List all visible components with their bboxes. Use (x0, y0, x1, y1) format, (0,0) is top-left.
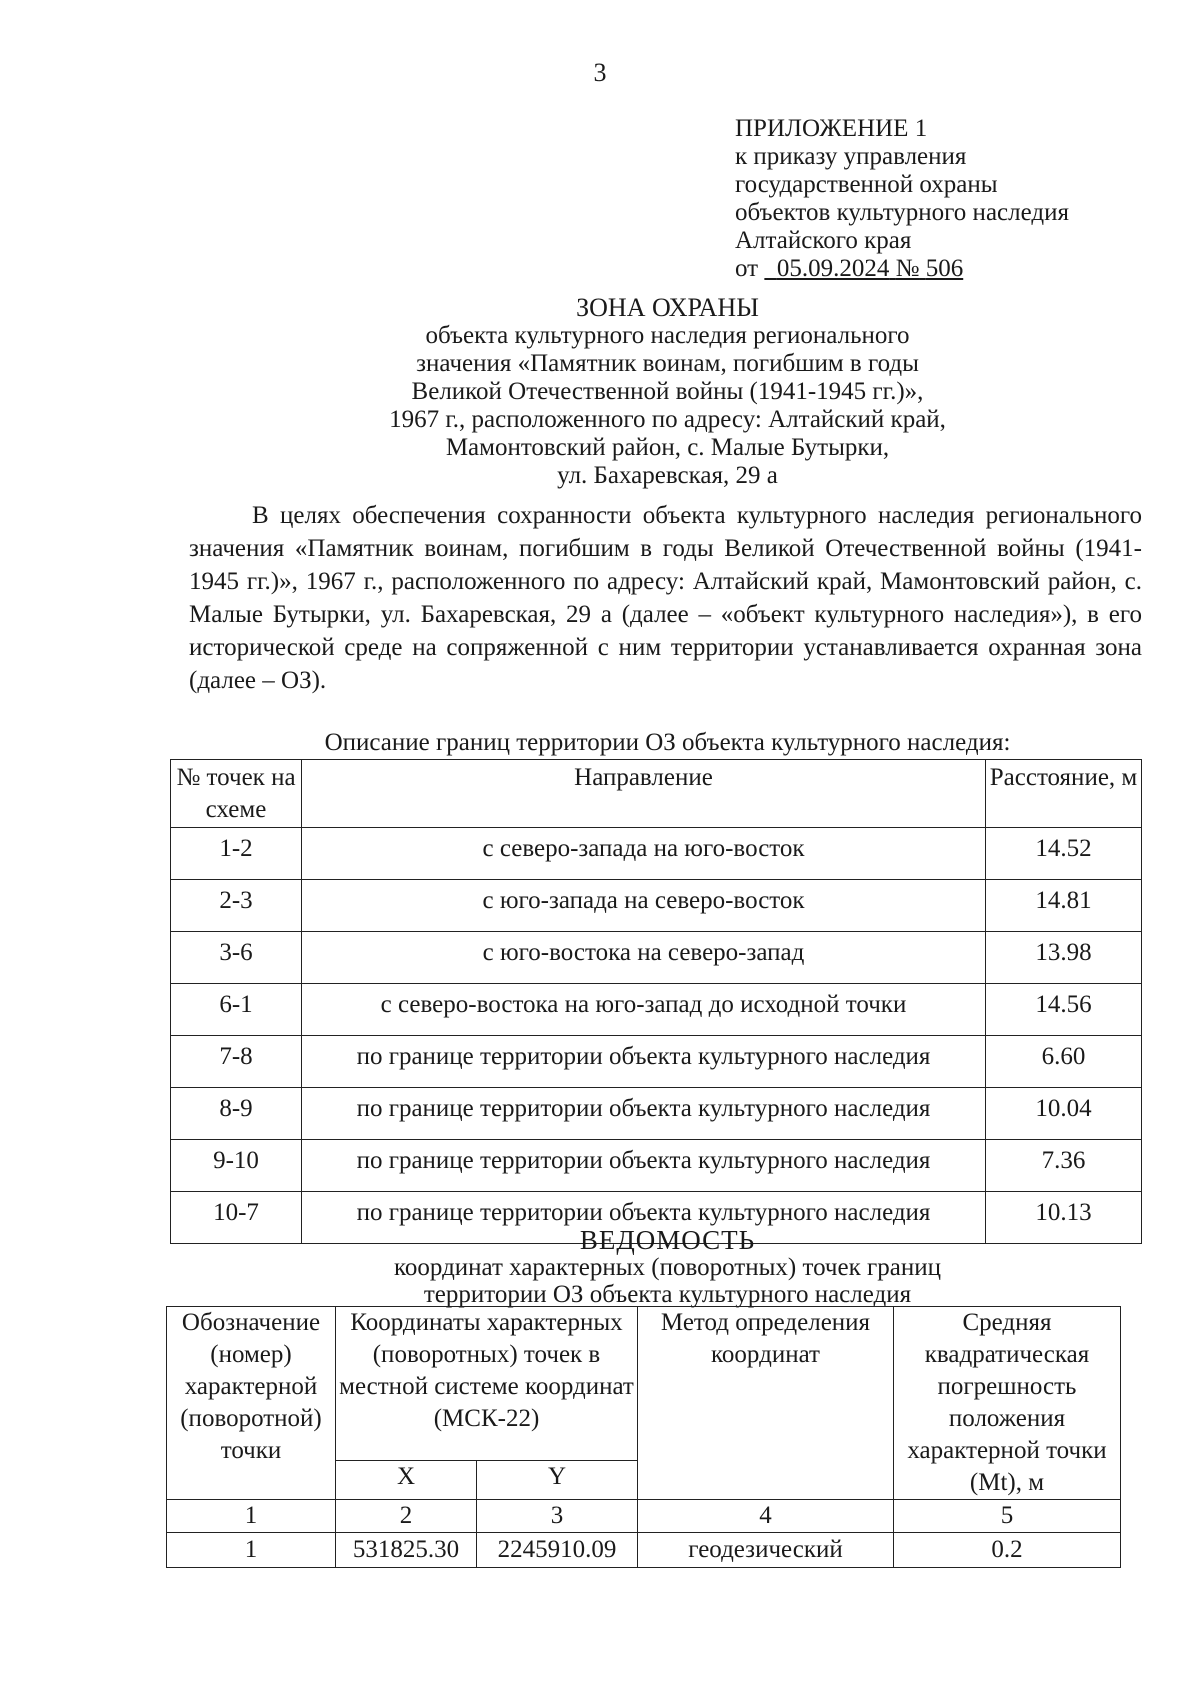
cell-direction: по границе территории объекта культурного наследия (302, 1036, 986, 1088)
appendix-line: к приказу управления (735, 143, 967, 170)
intro-paragraph-block (189, 499, 1142, 697)
table-row (171, 828, 1142, 880)
appendix-line: Алтайского края (735, 227, 912, 254)
boundary-table-caption: Описание границ территории ОЗ объекта культурного наследия: (324, 729, 1011, 756)
cell-points: 7-8 (171, 1036, 302, 1088)
zone-subtitle-line: 1967 г., расположенного по адресу: Алтайский край, (389, 406, 946, 433)
cell-direction: по границе территории объекта культурного наследия (302, 1140, 986, 1192)
header-method: Метод определения координат (638, 1307, 894, 1500)
zone-subtitle (0, 322, 1200, 490)
column-number: 2 (336, 1500, 477, 1533)
cell-distance: 13.98 (986, 932, 1142, 984)
header-coordinates: Координаты характерных (поворотных) точек в местной системе координат (МСК-22) (336, 1307, 638, 1461)
cell-distance: 6.60 (986, 1036, 1142, 1088)
table-row (171, 1088, 1142, 1140)
cell-points: 9-10 (171, 1140, 302, 1192)
cell-point: 1 (167, 1533, 336, 1568)
cell-direction: с юго-востока на северо-запад (302, 932, 986, 984)
header-y: Y (477, 1460, 638, 1499)
cell-direction: с северо-запада на юго-восток (302, 828, 986, 880)
table-row (171, 880, 1142, 932)
column-number-row (167, 1500, 1121, 1533)
column-number: 4 (638, 1500, 894, 1533)
cell-points: 2-3 (171, 880, 302, 932)
appendix-date-line (735, 255, 1069, 283)
intro-paragraph: В целях обеспечения сохранности объекта культурного наследия регионального значения «Памятник воинам, погибшим в годы Великой Отечественной войны (1941-1945 гг.)», 1967 г., расположенного по адресу: Алтайский край, Мамонтовский район, с. Малые Бутырки, ул. Бахаревская, 29 а (далее – «объект культурного наследия»), в его исторической среде на сопряженной с ним территории устанавливается охранная зона (далее – ОЗ). (189, 502, 1142, 694)
appendix-line: объектов культурного наследия (735, 199, 1069, 226)
zone-subtitle-line: ул. Бахаревская, 29 а (557, 462, 778, 489)
cell-points: 10-7 (171, 1192, 302, 1244)
cell-distance: 14.81 (986, 880, 1142, 932)
cell-points: 1-2 (171, 828, 302, 880)
cell-points: 8-9 (171, 1088, 302, 1140)
zone-subtitle-line: значения «Памятник воинам, погибшим в годы (416, 350, 919, 377)
header-direction: Направление (302, 760, 986, 828)
header-error: Средняя квадратическая погрешность положения характерной точки (Mt), м (894, 1307, 1121, 1500)
cell-direction: с юго-запада на северо-восток (302, 880, 986, 932)
coordinates-table (166, 1306, 1121, 1568)
table-row (171, 932, 1142, 984)
cell-distance: 14.56 (986, 984, 1142, 1036)
cell-distance: 7.36 (986, 1140, 1142, 1192)
zone-subtitle-line: Мамонтовский район, с. Малые Бутырки, (445, 434, 890, 461)
vedomost-subtitle (0, 1254, 1200, 1308)
zone-subtitle-line: Великой Отечественной войны (1941-1945 гг.)», (411, 378, 924, 405)
appendix-title: ПРИЛОЖЕНИЕ 1 (735, 115, 928, 142)
table-row (167, 1533, 1121, 1568)
page-number: 3 (593, 58, 607, 87)
table-row (171, 1140, 1142, 1192)
appendix-line: государственной охраны (735, 171, 998, 198)
cell-direction: по границе территории объекта культурного наследия (302, 1088, 986, 1140)
table-row (171, 984, 1142, 1036)
cell-direction: по границе территории объекта культурного наследия (302, 1192, 986, 1244)
order-number: 506 (925, 255, 964, 282)
cell-direction: с северо-востока на юго-запад до исходной точки (302, 984, 986, 1036)
table-row (171, 1036, 1142, 1088)
cell-distance: 10.13 (986, 1192, 1142, 1244)
order-date: 05.09.2024 № 506 (776, 255, 964, 282)
boundary-table (170, 759, 1142, 1244)
zone-subtitle-line: объекта культурного наследия регионального (425, 322, 910, 349)
cell-error: 0.2 (894, 1533, 1121, 1568)
date-prefix: от (735, 255, 759, 282)
table-header-row (171, 760, 1142, 828)
zone-title: ЗОНА ОХРАНЫ (576, 293, 759, 322)
cell-distance: 14.52 (986, 828, 1142, 880)
column-number: 3 (477, 1500, 638, 1533)
cell-points: 6-1 (171, 984, 302, 1036)
header-designation: Обозначение (номер) характерной (поворотной) точки (167, 1307, 336, 1500)
cell-x: 531825.30 (336, 1533, 477, 1568)
header-distance: Расстояние, м (986, 760, 1142, 828)
cell-y: 2245910.09 (477, 1533, 638, 1568)
vedomost-subtitle-line: координат характерных (поворотных) точек границ (394, 1254, 941, 1281)
vedomost-subtitle-line: территории ОЗ объекта культурного наследия (423, 1281, 912, 1308)
number-sign: № (895, 255, 920, 282)
column-number: 1 (167, 1500, 336, 1533)
cell-points: 3-6 (171, 932, 302, 984)
vedomost-title: ВЕДОМОСТЬ (579, 1225, 756, 1255)
appendix-block (735, 115, 1069, 283)
cell-method: геодезический (638, 1533, 894, 1568)
header-points: № точек на схеме (171, 760, 302, 828)
cell-distance: 10.04 (986, 1088, 1142, 1140)
table-header-row (167, 1307, 1121, 1461)
header-x: X (336, 1460, 477, 1499)
column-number: 5 (894, 1500, 1121, 1533)
